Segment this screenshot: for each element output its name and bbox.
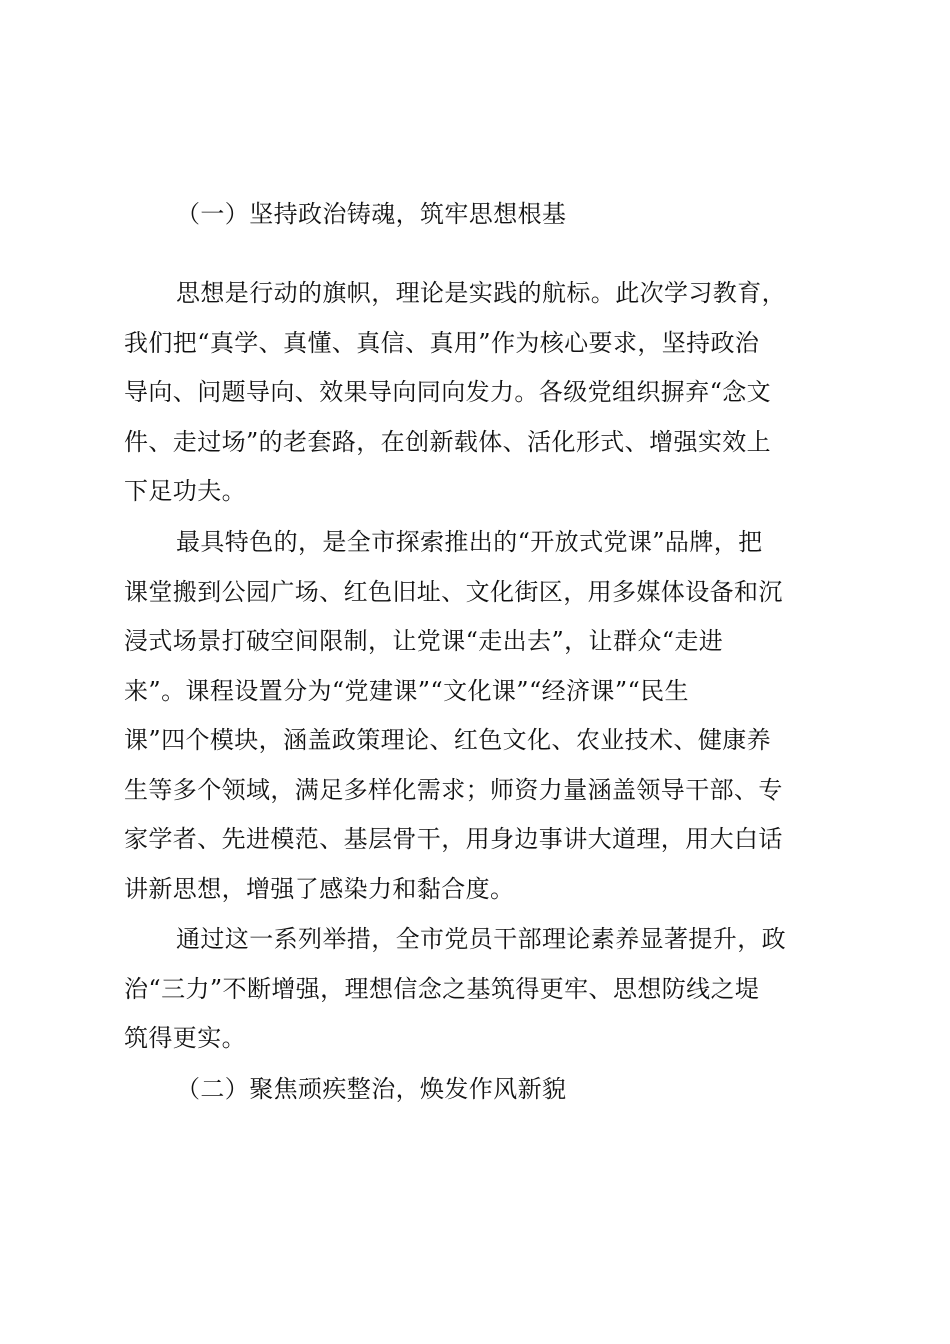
paragraph-1-line-2: 我们把“真学、真懂、真信、真用”作为核心要求，坚持政治 [124, 328, 760, 357]
paragraph-2-line-6: 生等多个领域，满足多样化需求；师资力量涵盖领导干部、专 [124, 775, 783, 804]
paragraph-1-line-5: 下足功夫。 [124, 477, 246, 505]
paragraph-3-line-3: 筑得更实。 [124, 1024, 246, 1052]
paragraph-3-line-2: 治“三力”不断增强，理想信念之基筑得更牢、思想防线之堤 [124, 974, 760, 1003]
paragraph-1-line-1: 思想是行动的旗帜，理论是实践的航标。此次学习教育， [176, 279, 786, 307]
paragraph-1-line-3: 导向、问题导向、效果导向同向发力。各级党组织摒弃“念文 [124, 378, 772, 406]
paragraph-2 [124, 518, 814, 914]
section-heading-1: （一）坚持政治铸魂，筑牢思想根基 [176, 200, 567, 228]
paragraph-2-line-4: 来”。课程设置分为“党建课”“文化课”“经济课”“民生 [124, 676, 689, 705]
paragraph-2-line-3: 浸式场景打破空间限制，让党课“走出去”，让群众“走进 [124, 627, 724, 655]
paragraph-3 [124, 915, 814, 1064]
paragraph-2-line-1: 最具特色的，是全市探索推出的“开放式党课”品牌，把 [176, 528, 763, 556]
paragraph-2-line-5: 课”四个模块，涵盖政策理论、红色文化、农业技术、健康养 [124, 726, 772, 754]
section-heading-2: （二）聚焦顽疾整治，焕发作风新貌 [176, 1075, 567, 1103]
paragraph-3-line-1: 通过这一系列举措，全市党员干部理论素养显著提升，政 [176, 925, 786, 953]
paragraph-1-line-4: 件、走过场”的老套路，在创新载体、活化形式、增强实效上 [124, 427, 772, 456]
paragraph-1 [124, 269, 814, 517]
document-page [124, 0, 814, 1344]
paragraph-2-line-8: 讲新思想，增强了感染力和黏合度。 [124, 874, 515, 903]
paragraph-2-line-2: 课堂搬到公园广场、红色旧址、文化街区，用多媒体设备和沉 [124, 577, 783, 606]
paragraph-2-line-7: 家学者、先进模范、基层骨干，用身边事讲大道理，用大白话 [124, 825, 783, 853]
